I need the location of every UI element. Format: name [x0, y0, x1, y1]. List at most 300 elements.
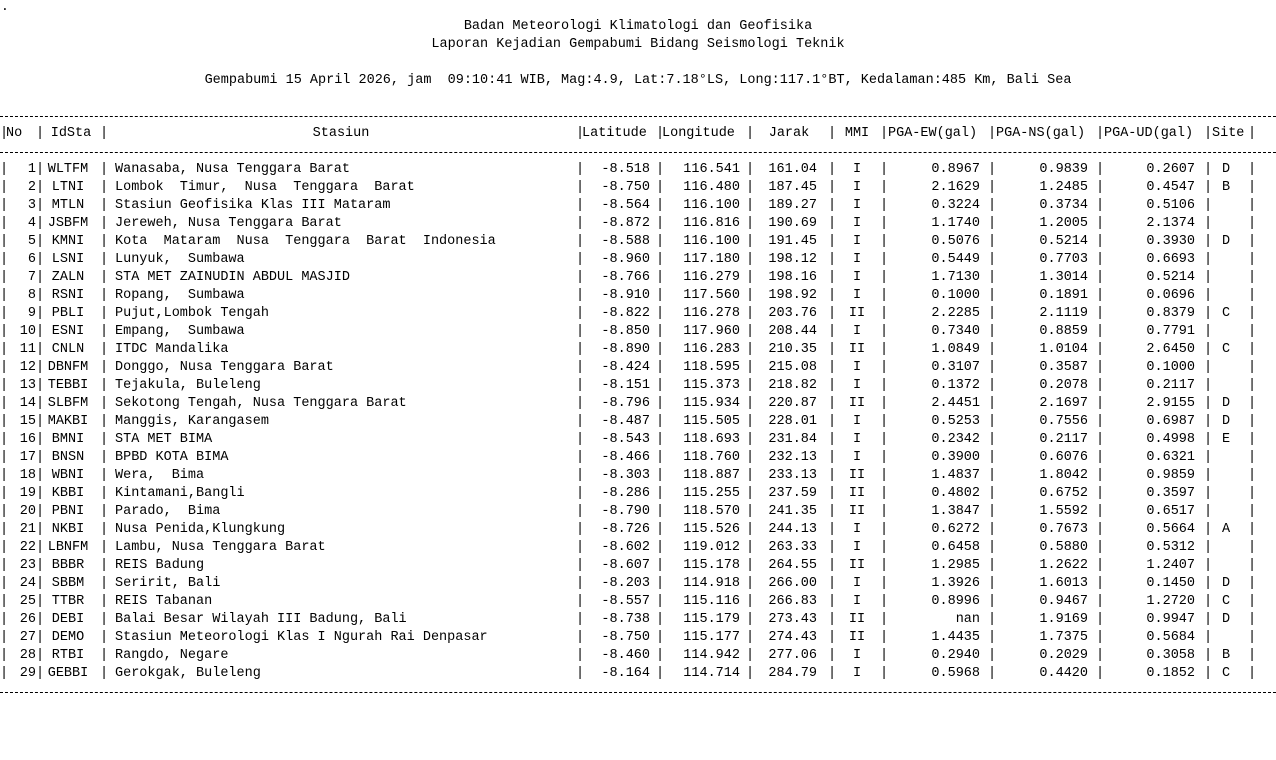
cell-idsta: ZALN [51, 270, 85, 285]
column-separator: | [880, 306, 889, 321]
cell-no: 29 [19, 666, 36, 681]
column-separator: | [0, 270, 9, 285]
column-separator: | [1096, 234, 1105, 249]
cell-mmi: I [852, 324, 862, 339]
cell-pga-ew: 2.4451 [931, 396, 980, 411]
column-separator: | [828, 306, 837, 321]
column-separator: | [988, 216, 997, 231]
cell-jarak: 191.45 [768, 234, 817, 249]
cell-pga-ew: 0.6272 [931, 522, 980, 537]
cell-pga-ud: 0.5214 [1146, 270, 1195, 285]
cell-longitude: 116.541 [683, 162, 740, 177]
cell-stasiun: Rangdo, Negare [115, 648, 229, 663]
column-separator: | [0, 324, 9, 339]
cell-latitude: -8.790 [601, 504, 650, 519]
column-separator: | [0, 288, 9, 303]
column-separator: | [1096, 576, 1105, 591]
column-separator: | [880, 558, 889, 573]
cell-pga-ew: 1.4837 [931, 468, 980, 483]
column-separator: | [656, 162, 665, 177]
cell-pga-ew: 0.2342 [931, 432, 980, 447]
column-separator: | [1096, 648, 1105, 663]
column-separator: | [828, 450, 837, 465]
cell-pga-ud: 0.5106 [1146, 198, 1195, 213]
cell-idsta: KBBI [51, 486, 85, 501]
cell-jarak: 215.08 [768, 360, 817, 375]
cell-pga-ew: 1.2985 [931, 558, 980, 573]
cell-idsta: ESNI [51, 324, 85, 339]
cell-latitude: -8.286 [601, 486, 650, 501]
cell-site: C [1221, 306, 1231, 321]
column-separator: | [746, 486, 755, 501]
column-separator: | [576, 324, 585, 339]
column-separator: | [880, 450, 889, 465]
cell-longitude: 115.373 [683, 378, 740, 393]
column-separator: | [880, 396, 889, 411]
column-separator: | [100, 342, 109, 357]
column-separator: | [1096, 198, 1105, 213]
cell-pga-ew: 1.7130 [931, 270, 980, 285]
column-separator: | [828, 522, 837, 537]
column-separator: | [1248, 396, 1257, 411]
column-separator: | [0, 252, 9, 267]
cell-pga-ud: 1.2720 [1146, 594, 1195, 609]
column-separator: | [828, 576, 837, 591]
cell-mmi: II [848, 504, 866, 519]
column-separator: | [1096, 270, 1105, 285]
header-site: Site [1212, 126, 1245, 141]
column-separator: | [36, 252, 45, 267]
table-row [0, 161, 1276, 179]
cell-latitude: -8.796 [601, 396, 650, 411]
cell-idsta: DEBI [51, 612, 85, 627]
cell-idsta: MTLN [51, 198, 85, 213]
column-separator: | [1204, 198, 1213, 213]
cell-mmi: I [852, 162, 862, 177]
cell-pga-ns: 0.5880 [1039, 540, 1088, 555]
cell-pga-ns: 1.0104 [1039, 342, 1088, 357]
cell-pga-ew: 0.8967 [931, 162, 980, 177]
header-divider [0, 152, 1276, 153]
column-separator: | [0, 360, 9, 375]
column-separator: | [746, 522, 755, 537]
cell-idsta: PBLI [51, 306, 85, 321]
cell-stasiun: Stasiun Meteorologi Klas I Ngurah Rai Denpasar [115, 630, 488, 645]
column-separator: | [1248, 468, 1257, 483]
table-row [0, 629, 1276, 647]
cell-pga-ns: 0.2117 [1039, 432, 1088, 447]
cell-jarak: 266.83 [768, 594, 817, 609]
cell-pga-ew: 0.3900 [931, 450, 980, 465]
column-separator: | [100, 306, 109, 321]
column-separator: | [100, 504, 109, 519]
cell-no: 12 [19, 360, 36, 375]
cell-pga-ew: 1.3926 [931, 576, 980, 591]
column-separator: | [988, 648, 997, 663]
column-separator: | [828, 414, 837, 429]
column-separator: | [576, 432, 585, 447]
column-separator: | [1096, 414, 1105, 429]
cell-latitude: -8.910 [601, 288, 650, 303]
column-separator: | [1248, 342, 1257, 357]
cell-idsta: TTBR [51, 594, 85, 609]
column-separator: | [1204, 450, 1213, 465]
column-separator: | [656, 432, 665, 447]
column-separator: | [100, 612, 109, 627]
column-separator: | [1248, 414, 1257, 429]
cell-longitude: 118.887 [683, 468, 740, 483]
cell-pga-ns: 0.4420 [1039, 666, 1088, 681]
column-separator: | [0, 540, 9, 555]
cell-jarak: 208.44 [768, 324, 817, 339]
column-separator: | [100, 540, 109, 555]
column-separator: | [100, 180, 109, 195]
cell-pga-ud: 0.5684 [1146, 630, 1195, 645]
cell-no: 22 [19, 540, 36, 555]
column-separator: | [828, 324, 837, 339]
column-separator: | [100, 558, 109, 573]
column-separator: | [656, 360, 665, 375]
cell-pga-ns: 0.8859 [1039, 324, 1088, 339]
column-separator: | [1204, 306, 1213, 321]
cell-latitude: -8.557 [601, 594, 650, 609]
column-separator: | [0, 414, 9, 429]
column-separator: | [0, 558, 9, 573]
cell-stasiun: ITDC Mandalika [115, 342, 229, 357]
cell-stasiun: Lunyuk, Sumbawa [115, 252, 245, 267]
column-separator: | [576, 216, 585, 231]
cell-jarak: 237.59 [768, 486, 817, 501]
cell-longitude: 118.760 [683, 450, 740, 465]
cell-pga-ud: 2.1374 [1146, 216, 1195, 231]
cell-jarak: 198.92 [768, 288, 817, 303]
table-row [0, 251, 1276, 269]
column-separator: | [1096, 432, 1105, 447]
column-separator: | [36, 126, 45, 141]
column-separator: | [880, 414, 889, 429]
header-pga-ns: PGA-NS(gal) [996, 126, 1086, 141]
cell-stasiun: Kintamani,Bangli [115, 486, 245, 501]
cell-pga-ud: 2.6450 [1146, 342, 1195, 357]
column-separator: | [656, 342, 665, 357]
cell-jarak: 161.04 [768, 162, 817, 177]
column-separator: | [656, 396, 665, 411]
column-separator: | [1248, 378, 1257, 393]
cell-stasiun: REIS Tabanan [115, 594, 213, 609]
cell-pga-ud: 0.6321 [1146, 450, 1195, 465]
column-separator: | [880, 540, 889, 555]
cell-site: C [1221, 594, 1231, 609]
column-separator: | [1204, 468, 1213, 483]
column-separator: | [0, 450, 9, 465]
column-separator: | [1096, 486, 1105, 501]
column-separator: | [0, 630, 9, 645]
column-separator: | [576, 234, 585, 249]
column-separator: | [988, 576, 997, 591]
column-separator: | [828, 558, 837, 573]
cell-stasiun: Wanasaba, Nusa Tenggara Barat [115, 162, 350, 177]
cell-idsta: JSBFM [47, 216, 89, 231]
column-separator: | [1204, 216, 1213, 231]
cell-no: 4 [27, 216, 36, 231]
column-separator: | [746, 288, 755, 303]
table-row [0, 593, 1276, 611]
column-separator: | [36, 162, 45, 177]
column-separator: | [988, 360, 997, 375]
cell-stasiun: STA MET ZAINUDIN ABDUL MASJID [115, 270, 350, 285]
column-separator: | [880, 234, 889, 249]
column-separator: | [988, 594, 997, 609]
cell-pga-ew: 0.8996 [931, 594, 980, 609]
cell-latitude: -8.766 [601, 270, 650, 285]
cell-latitude: -8.203 [601, 576, 650, 591]
column-separator: | [746, 630, 755, 645]
cell-stasiun: Jereweh, Nusa Tenggara Barat [115, 216, 342, 231]
cell-no: 1 [27, 162, 36, 177]
cell-jarak: 190.69 [768, 216, 817, 231]
column-separator: | [746, 162, 755, 177]
cell-no: 3 [27, 198, 36, 213]
cell-latitude: -8.518 [601, 162, 650, 177]
cell-mmi: II [848, 342, 866, 357]
column-separator: | [0, 162, 9, 177]
cell-no: 11 [19, 342, 36, 357]
cell-pga-ud: 0.4998 [1146, 432, 1195, 447]
column-separator: | [988, 396, 997, 411]
cell-mmi: II [848, 396, 866, 411]
column-separator: | [828, 126, 837, 141]
cell-site: D [1221, 396, 1231, 411]
column-separator: | [880, 216, 889, 231]
column-separator: | [656, 576, 665, 591]
cell-longitude: 115.255 [683, 486, 740, 501]
event-info: Gempabumi 15 April 2026, jam 09:10:41 WIB, Mag:4.9, Lat:7.18°LS, Long:117.1°BT, Kedalaman:485 Km, Bali Sea [204, 73, 1072, 88]
column-separator: | [746, 396, 755, 411]
column-separator: | [1096, 288, 1105, 303]
column-separator: | [828, 666, 837, 681]
table-header [0, 125, 1276, 143]
column-separator: | [880, 504, 889, 519]
cell-stasiun: Empang, Sumbawa [115, 324, 245, 339]
cell-longitude: 114.714 [683, 666, 740, 681]
column-separator: | [0, 504, 9, 519]
column-separator: | [576, 576, 585, 591]
column-separator: | [1204, 612, 1213, 627]
column-separator: | [1096, 666, 1105, 681]
column-separator: | [880, 252, 889, 267]
column-separator: | [988, 126, 997, 141]
column-separator: | [656, 522, 665, 537]
cell-mmi: I [852, 288, 862, 303]
column-separator: | [988, 450, 997, 465]
column-separator: | [880, 180, 889, 195]
cell-stasiun: Lambu, Nusa Tenggara Barat [115, 540, 326, 555]
table-row [0, 503, 1276, 521]
column-separator: | [576, 342, 585, 357]
column-separator: | [828, 234, 837, 249]
cell-pga-ns: 1.2485 [1039, 180, 1088, 195]
cell-pga-ud: 0.9947 [1146, 612, 1195, 627]
cell-stasiun: Kota Mataram Nusa Tenggara Barat Indonesia [115, 234, 496, 249]
column-separator: | [746, 558, 755, 573]
column-separator: | [576, 630, 585, 645]
cell-no: 20 [19, 504, 36, 519]
cell-mmi: II [848, 468, 866, 483]
cell-pga-ew: 1.4435 [931, 630, 980, 645]
cell-jarak: 187.45 [768, 180, 817, 195]
column-separator: | [36, 504, 45, 519]
column-separator: | [988, 486, 997, 501]
column-separator: | [100, 216, 109, 231]
cell-pga-ud: 0.5312 [1146, 540, 1195, 555]
cell-pga-ns: 1.5592 [1039, 504, 1088, 519]
column-separator: | [988, 180, 997, 195]
cell-pga-ud: 2.9155 [1146, 396, 1195, 411]
column-separator: | [36, 288, 45, 303]
column-separator: | [36, 648, 45, 663]
column-separator: | [1248, 198, 1257, 213]
column-separator: | [0, 612, 9, 627]
cell-pga-ud: 0.2607 [1146, 162, 1195, 177]
column-separator: | [1204, 414, 1213, 429]
column-separator: | [746, 378, 755, 393]
cell-pga-ns: 1.9169 [1039, 612, 1088, 627]
column-separator: | [36, 540, 45, 555]
cell-jarak: 273.43 [768, 612, 817, 627]
cell-pga-ud: 0.1852 [1146, 666, 1195, 681]
cell-longitude: 115.526 [683, 522, 740, 537]
column-separator: | [576, 252, 585, 267]
cell-pga-ud: 0.2117 [1146, 378, 1195, 393]
cell-pga-ns: 0.9839 [1039, 162, 1088, 177]
column-separator: | [746, 432, 755, 447]
cell-no: 26 [19, 612, 36, 627]
column-separator: | [828, 432, 837, 447]
column-separator: | [100, 396, 109, 411]
cell-pga-ew: 0.3224 [931, 198, 980, 213]
column-separator: | [746, 540, 755, 555]
column-separator: | [0, 666, 9, 681]
column-separator: | [1248, 522, 1257, 537]
column-separator: | [880, 270, 889, 285]
column-separator: | [1248, 486, 1257, 501]
cell-mmi: II [848, 630, 866, 645]
column-separator: | [36, 522, 45, 537]
cell-longitude: 116.278 [683, 306, 740, 321]
column-separator: | [100, 486, 109, 501]
column-separator: | [828, 486, 837, 501]
cell-idsta: NKBI [51, 522, 85, 537]
column-separator: | [576, 360, 585, 375]
column-separator: | [880, 162, 889, 177]
column-separator: | [576, 162, 585, 177]
cell-stasiun: Pujut,Lombok Tengah [115, 306, 269, 321]
cell-pga-ns: 0.3587 [1039, 360, 1088, 375]
column-separator: | [988, 468, 997, 483]
cell-pga-ns: 2.1119 [1039, 306, 1088, 321]
column-separator: | [828, 360, 837, 375]
column-separator: | [656, 252, 665, 267]
cell-jarak: 244.13 [768, 522, 817, 537]
column-separator: | [988, 342, 997, 357]
column-separator: | [1248, 288, 1257, 303]
cell-site: D [1221, 234, 1231, 249]
cell-jarak: 232.13 [768, 450, 817, 465]
cell-jarak: 263.33 [768, 540, 817, 555]
cell-no: 27 [19, 630, 36, 645]
column-separator: | [0, 180, 9, 195]
cell-jarak: 220.87 [768, 396, 817, 411]
column-separator: | [576, 522, 585, 537]
column-separator: | [828, 594, 837, 609]
column-separator: | [746, 126, 755, 141]
cell-longitude: 115.505 [683, 414, 740, 429]
cell-jarak: 277.06 [768, 648, 817, 663]
cell-latitude: -8.738 [601, 612, 650, 627]
cell-latitude: -8.607 [601, 558, 650, 573]
cell-stasiun: Donggo, Nusa Tenggara Barat [115, 360, 334, 375]
cell-mmi: I [852, 648, 862, 663]
cell-jarak: 264.55 [768, 558, 817, 573]
cell-mmi: II [848, 612, 866, 627]
table-row [0, 449, 1276, 467]
column-separator: | [36, 396, 45, 411]
column-separator: | [0, 432, 9, 447]
column-separator: | [880, 630, 889, 645]
column-separator: | [828, 540, 837, 555]
cell-pga-ew: 0.1000 [931, 288, 980, 303]
column-separator: | [1204, 126, 1213, 141]
column-separator: | [746, 666, 755, 681]
column-separator: | [36, 360, 45, 375]
cell-longitude: 115.934 [683, 396, 740, 411]
table-row [0, 341, 1276, 359]
table-row [0, 233, 1276, 251]
column-separator: | [36, 630, 45, 645]
cell-pga-ew: 0.5449 [931, 252, 980, 267]
column-separator: | [576, 126, 585, 141]
cell-longitude: 118.693 [683, 432, 740, 447]
cell-pga-ew: 0.5968 [931, 666, 980, 681]
column-separator: | [0, 342, 9, 357]
column-separator: | [656, 612, 665, 627]
column-separator: | [746, 576, 755, 591]
column-separator: | [746, 252, 755, 267]
column-separator: | [828, 180, 837, 195]
column-separator: | [100, 360, 109, 375]
column-separator: | [1096, 504, 1105, 519]
bottom-divider [0, 692, 1276, 693]
column-separator: | [1204, 486, 1213, 501]
column-separator: | [1096, 162, 1105, 177]
column-separator: | [1204, 342, 1213, 357]
column-separator: | [0, 594, 9, 609]
cell-idsta: PBNI [51, 504, 85, 519]
cell-pga-ns: 2.1697 [1039, 396, 1088, 411]
column-separator: | [1248, 630, 1257, 645]
table-row [0, 269, 1276, 287]
cell-pga-ew: 1.0849 [931, 342, 980, 357]
table-row [0, 467, 1276, 485]
column-separator: | [1096, 396, 1105, 411]
cell-jarak: 189.27 [768, 198, 817, 213]
column-separator: | [1204, 522, 1213, 537]
cell-jarak: 218.82 [768, 378, 817, 393]
column-separator: | [576, 648, 585, 663]
column-separator: | [988, 162, 997, 177]
cell-no: 23 [19, 558, 36, 573]
cell-latitude: -8.602 [601, 540, 650, 555]
